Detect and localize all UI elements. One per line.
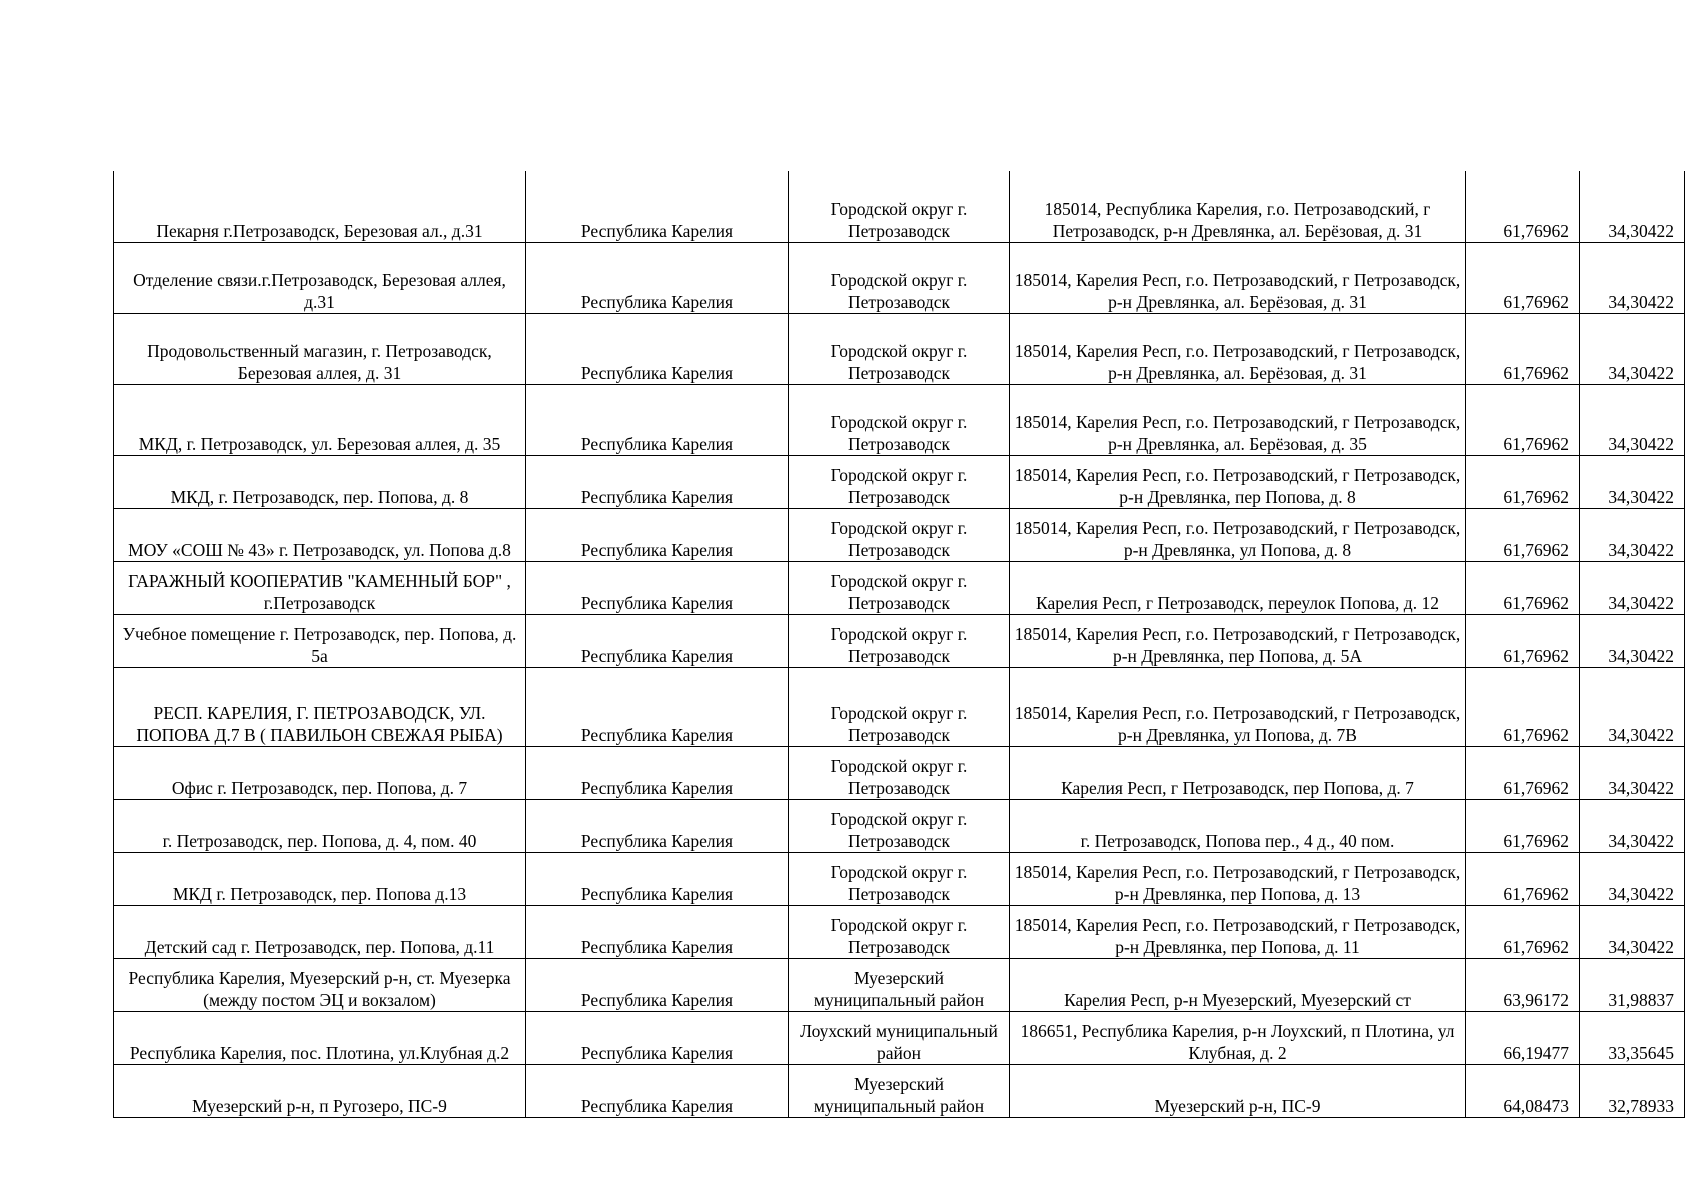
table-row xyxy=(114,852,1685,905)
latitude-cell: 61,76962 xyxy=(1466,171,1580,242)
table-row xyxy=(114,561,1685,614)
region-cell: Республика Карелия xyxy=(526,1011,789,1064)
address-cell: Муезерский р-н, ПС-9 xyxy=(1010,1064,1466,1117)
region-cell: Республика Карелия xyxy=(526,242,789,313)
region-cell: Республика Карелия xyxy=(526,1064,789,1117)
address-cell: г. Петрозаводск, Попова пер., 4 д., 40 пом. xyxy=(1010,799,1466,852)
municipality-cell: Городской округ г. Петрозаводск xyxy=(789,614,1010,667)
address-cell: 185014, Карелия Респ, г.о. Петрозаводский, г Петрозаводск, р-н Древлянка, ул Попова, д. 8 xyxy=(1010,508,1466,561)
municipality-cell: Муезерский муниципальный район xyxy=(789,1064,1010,1117)
latitude-cell: 61,76962 xyxy=(1466,508,1580,561)
region-cell: Республика Карелия xyxy=(526,508,789,561)
table-row xyxy=(114,171,1685,242)
object-name-cell: МКД, г. Петрозаводск, ул. Березовая аллея, д. 35 xyxy=(114,384,526,455)
municipality-cell: Городской округ г. Петрозаводск xyxy=(789,852,1010,905)
latitude-cell: 63,96172 xyxy=(1466,958,1580,1011)
object-name-cell: Отделение связи.г.Петрозаводск, Березовая аллея, д.31 xyxy=(114,242,526,313)
longitude-cell: 34,30422 xyxy=(1580,313,1685,384)
table-row xyxy=(114,508,1685,561)
municipality-cell: Лоухский муниципальный район xyxy=(789,1011,1010,1064)
latitude-cell: 61,76962 xyxy=(1466,455,1580,508)
object-name-cell: МКД г. Петрозаводск, пер. Попова д.13 xyxy=(114,852,526,905)
address-cell: 186651, Республика Карелия, р-н Лоухский, п Плотина, ул Клубная, д. 2 xyxy=(1010,1011,1466,1064)
object-name-cell: Республика Карелия, Муезерский р-н, ст. Муезерка (между постом ЭЦ и вокзалом) xyxy=(114,958,526,1011)
municipality-cell: Городской округ г. Петрозаводск xyxy=(789,905,1010,958)
object-name-cell: Детский сад г. Петрозаводск, пер. Попова, д.11 xyxy=(114,905,526,958)
longitude-cell: 34,30422 xyxy=(1580,799,1685,852)
table-row xyxy=(114,242,1685,313)
address-cell: Карелия Респ, р-н Муезерский, Муезерский ст xyxy=(1010,958,1466,1011)
address-cell: 185014, Карелия Респ, г.о. Петрозаводский, г Петрозаводск, р-н Древлянка, ал. Берёзовая, д. 35 xyxy=(1010,384,1466,455)
table-body xyxy=(114,171,1685,1117)
municipality-cell: Городской округ г. Петрозаводск xyxy=(789,746,1010,799)
object-name-cell: Республика Карелия, пос. Плотина, ул.Клубная д.2 xyxy=(114,1011,526,1064)
latitude-cell: 66,19477 xyxy=(1466,1011,1580,1064)
address-cell: Карелия Респ, г Петрозаводск, пер Попова, д. 7 xyxy=(1010,746,1466,799)
object-name-cell: ГАРАЖНЫЙ КООПЕРАТИВ "КАМЕННЫЙ БОР" , г.Петрозаводск xyxy=(114,561,526,614)
region-cell: Республика Карелия xyxy=(526,455,789,508)
longitude-cell: 33,35645 xyxy=(1580,1011,1685,1064)
object-name-cell: Муезерский р-н, п Ругозеро, ПС-9 xyxy=(114,1064,526,1117)
region-cell: Республика Карелия xyxy=(526,852,789,905)
table-row xyxy=(114,958,1685,1011)
object-name-cell: Учебное помещение г. Петрозаводск, пер. Попова, д. 5а xyxy=(114,614,526,667)
table-row xyxy=(114,667,1685,746)
address-cell: 185014, Карелия Респ, г.о. Петрозаводский, г Петрозаводск, р-н Древлянка, ал. Берёзовая, д. 31 xyxy=(1010,313,1466,384)
latitude-cell: 61,76962 xyxy=(1466,746,1580,799)
region-cell: Республика Карелия xyxy=(526,905,789,958)
latitude-cell: 61,76962 xyxy=(1466,242,1580,313)
municipality-cell: Муезерский муниципальный район xyxy=(789,958,1010,1011)
table-row xyxy=(114,614,1685,667)
address-cell: 185014, Карелия Респ, г.о. Петрозаводский, г Петрозаводск, р-н Древлянка, пер Попова, д. 13 xyxy=(1010,852,1466,905)
table-row xyxy=(114,1011,1685,1064)
address-cell: 185014, Карелия Респ, г.о. Петрозаводский, г Петрозаводск, р-н Древлянка, пер Попова, д. 8 xyxy=(1010,455,1466,508)
object-name-cell: Пекарня г.Петрозаводск, Березовая ал., д.31 xyxy=(114,171,526,242)
object-name-cell: МКД, г. Петрозаводск, пер. Попова, д. 8 xyxy=(114,455,526,508)
latitude-cell: 61,76962 xyxy=(1466,384,1580,455)
object-name-cell: Продовольственный магазин, г. Петрозаводск, Березовая аллея, д. 31 xyxy=(114,313,526,384)
region-cell: Республика Карелия xyxy=(526,384,789,455)
longitude-cell: 31,98837 xyxy=(1580,958,1685,1011)
object-name-cell: РЕСП. КАРЕЛИЯ, Г. ПЕТРОЗАВОДСК, УЛ. ПОПОВА Д.7 В ( ПАВИЛЬОН СВЕЖАЯ РЫБА) xyxy=(114,667,526,746)
longitude-cell: 34,30422 xyxy=(1580,852,1685,905)
longitude-cell: 32,78933 xyxy=(1580,1064,1685,1117)
longitude-cell: 34,30422 xyxy=(1580,746,1685,799)
longitude-cell: 34,30422 xyxy=(1580,905,1685,958)
address-cell: 185014, Карелия Респ, г.о. Петрозаводский, г Петрозаводск, р-н Древлянка, пер Попова, д. 11 xyxy=(1010,905,1466,958)
latitude-cell: 61,76962 xyxy=(1466,852,1580,905)
longitude-cell: 34,30422 xyxy=(1580,614,1685,667)
table-row xyxy=(114,746,1685,799)
region-cell: Республика Карелия xyxy=(526,171,789,242)
table-row xyxy=(114,313,1685,384)
municipality-cell: Городской округ г. Петрозаводск xyxy=(789,508,1010,561)
address-cell: 185014, Карелия Респ, г.о. Петрозаводский, г Петрозаводск, р-н Древлянка, пер Попова, д. 5А xyxy=(1010,614,1466,667)
municipality-cell: Городской округ г. Петрозаводск xyxy=(789,313,1010,384)
municipality-cell: Городской округ г. Петрозаводск xyxy=(789,561,1010,614)
table-row xyxy=(114,905,1685,958)
longitude-cell: 34,30422 xyxy=(1580,508,1685,561)
region-cell: Республика Карелия xyxy=(526,746,789,799)
region-cell: Республика Карелия xyxy=(526,313,789,384)
latitude-cell: 61,76962 xyxy=(1466,667,1580,746)
longitude-cell: 34,30422 xyxy=(1580,561,1685,614)
latitude-cell: 64,08473 xyxy=(1466,1064,1580,1117)
latitude-cell: 61,76962 xyxy=(1466,313,1580,384)
municipality-cell: Городской округ г. Петрозаводск xyxy=(789,171,1010,242)
latitude-cell: 61,76962 xyxy=(1466,614,1580,667)
municipality-cell: Городской округ г. Петрозаводск xyxy=(789,384,1010,455)
longitude-cell: 34,30422 xyxy=(1580,455,1685,508)
municipality-cell: Городской округ г. Петрозаводск xyxy=(789,242,1010,313)
region-cell: Республика Карелия xyxy=(526,958,789,1011)
object-name-cell: Офис г. Петрозаводск, пер. Попова, д. 7 xyxy=(114,746,526,799)
municipality-cell: Городской округ г. Петрозаводск xyxy=(789,667,1010,746)
table-row xyxy=(114,384,1685,455)
address-cell: Карелия Респ, г Петрозаводск, переулок Попова, д. 12 xyxy=(1010,561,1466,614)
table-row xyxy=(114,455,1685,508)
municipality-cell: Городской округ г. Петрозаводск xyxy=(789,799,1010,852)
longitude-cell: 34,30422 xyxy=(1580,171,1685,242)
address-cell: 185014, Карелия Респ, г.о. Петрозаводский, г Петрозаводск, р-н Древлянка, ал. Берёзовая, д. 31 xyxy=(1010,242,1466,313)
latitude-cell: 61,76962 xyxy=(1466,799,1580,852)
region-cell: Республика Карелия xyxy=(526,614,789,667)
region-cell: Республика Карелия xyxy=(526,561,789,614)
municipality-cell: Городской округ г. Петрозаводск xyxy=(789,455,1010,508)
latitude-cell: 61,76962 xyxy=(1466,905,1580,958)
object-name-cell: г. Петрозаводск, пер. Попова, д. 4, пом. 40 xyxy=(114,799,526,852)
longitude-cell: 34,30422 xyxy=(1580,242,1685,313)
objects-table xyxy=(113,171,1685,1118)
object-name-cell: МОУ «СОШ № 43» г. Петрозаводск, ул. Попова д.8 xyxy=(114,508,526,561)
longitude-cell: 34,30422 xyxy=(1580,667,1685,746)
region-cell: Республика Карелия xyxy=(526,667,789,746)
longitude-cell: 34,30422 xyxy=(1580,384,1685,455)
table-row xyxy=(114,1064,1685,1117)
latitude-cell: 61,76962 xyxy=(1466,561,1580,614)
address-cell: 185014, Республика Карелия, г.о. Петрозаводский, г Петрозаводск, р-н Древлянка, ал. Берёзовая, д. 31 xyxy=(1010,171,1466,242)
address-cell: 185014, Карелия Респ, г.о. Петрозаводский, г Петрозаводск, р-н Древлянка, ул Попова, д. 7В xyxy=(1010,667,1466,746)
table-row xyxy=(114,799,1685,852)
region-cell: Республика Карелия xyxy=(526,799,789,852)
